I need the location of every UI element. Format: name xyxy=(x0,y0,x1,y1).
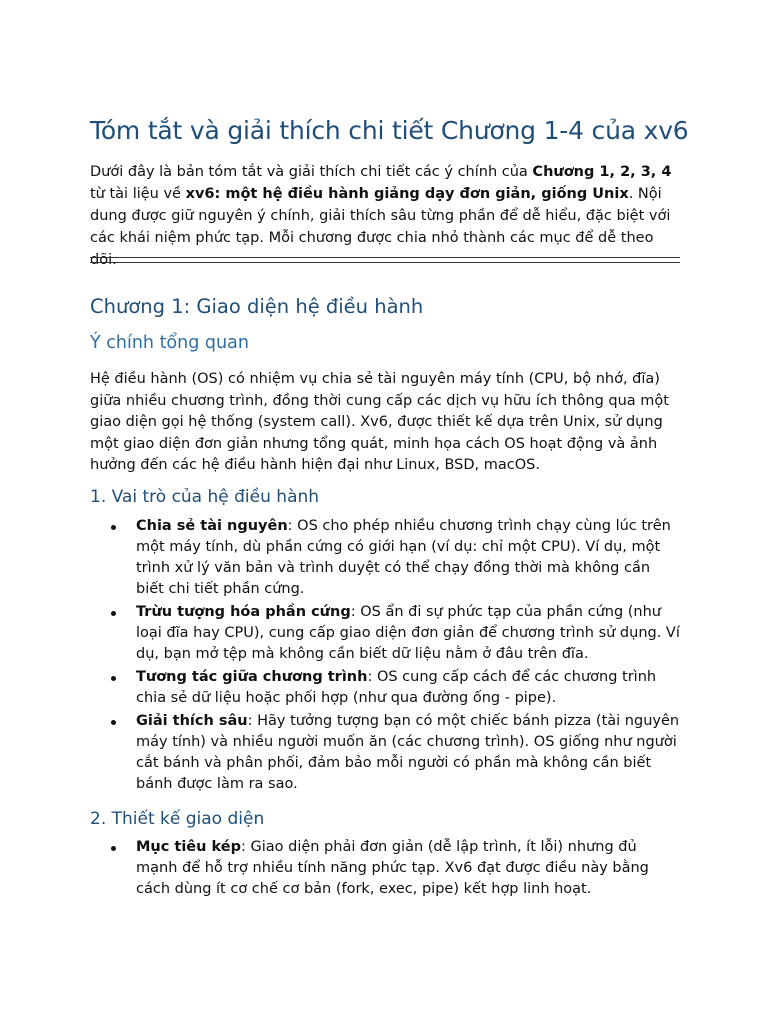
list-item xyxy=(90,516,680,600)
list-item xyxy=(90,711,680,795)
overview-heading: Ý chính tổng quan xyxy=(90,333,249,353)
bullet-icon xyxy=(111,525,116,530)
list-item-text: : OS cho phép nhiều chương trình chạy cùng lúc trên một máy tính, dù phần cứng có giới hạn (ví dụ: chỉ một CPU). Ví dụ, một trình xử lý văn bản và trình duyệt có thể chạy đồng thời mà không cần biết chi tiết phần cứng. xyxy=(136,518,671,597)
list-item-text: : OS ẩn đi sự phức tạp của phần cứng (như loại đĩa hay CPU), cung cấp giao diện đơn giản để chương trình sử dụng. Ví dụ, bạn mở tệp mà không cần biết dữ liệu nằm ở đâu trên đĩa. xyxy=(136,604,680,662)
list-item-term: Chia sẻ tài nguyên xyxy=(136,518,288,534)
list-item xyxy=(90,667,680,709)
intro-bold-chapters: Chương 1, 2, 3, 4 xyxy=(532,164,672,180)
intro-text-2: từ tài liệu về xyxy=(90,186,186,202)
overview-paragraph: Hệ điều hành (OS) có nhiệm vụ chia sẻ tài nguyên máy tính (CPU, bộ nhớ, đĩa) giữa nhiều chương trình, đồng thời cung cấp các dịch vụ hữu ích thông qua một giao diện gọi hệ thống (system call). Xv6, được thiết kế dựa trên Unix, sử dụng một giao diện đơn giản nhưng tổng quát, minh họa cách OS hoạt động và ảnh hưởng đến các hệ điều hành hiện đại như Linux, BSD, macOS. xyxy=(90,371,669,473)
intro-bold-xv6: xv6: một hệ điều hành giảng dạy đơn giản, giống Unix xyxy=(185,186,629,202)
list-item-term: Giải thích sâu xyxy=(136,713,248,729)
bullet-icon xyxy=(111,846,116,851)
intro-text-1: Dưới đây là bản tóm tắt và giải thích chi tiết các ý chính của xyxy=(90,164,533,180)
intro-text-3: . Nội dung được giữ nguyên ý chính, giải thích sâu từng phần để dễ hiểu, đặc biệt với các khái niệm phức tạp. Mỗi chương được chia nhỏ thành các mục để dễ theo dõi. xyxy=(90,186,671,268)
chapter-1-heading: Chương 1: Giao diện hệ điều hành xyxy=(90,295,424,318)
list-item xyxy=(90,837,680,900)
section-divider xyxy=(90,257,680,263)
bullet-icon xyxy=(111,611,116,616)
bullet-icon xyxy=(111,720,116,725)
document-title: Tóm tắt và giải thích chi tiết Chương 1-4 của xv6 xyxy=(90,116,689,145)
list-item xyxy=(90,602,680,665)
section-1-heading: 1. Vai trò của hệ điều hành xyxy=(90,487,320,507)
list-item-text: : OS cung cấp cách để các chương trình chia sẻ dữ liệu hoặc phối hợp (như qua đường ống - pipe). xyxy=(136,669,657,706)
bullet-icon xyxy=(111,676,116,681)
section-1-list xyxy=(90,516,680,797)
section-2-list xyxy=(90,837,680,902)
list-item-term: Tương tác giữa chương trình xyxy=(136,669,368,685)
intro-paragraph xyxy=(90,161,680,271)
section-2-heading: 2. Thiết kế giao diện xyxy=(90,809,265,829)
list-item-text: : Hãy tưởng tượng bạn có một chiếc bánh pizza (tài nguyên máy tính) và nhiều người muốn ăn (các chương trình). OS giống như người cắt bánh và phân phối, đảm bảo mỗi người có phần mà không cần biết bánh được làm ra sao. xyxy=(136,713,680,792)
list-item-term: Trừu tượng hóa phần cứng xyxy=(136,604,351,620)
list-item-term: Mục tiêu kép xyxy=(136,839,241,855)
list-item-text: : Giao diện phải đơn giản (dễ lập trình, ít lỗi) nhưng đủ mạnh để hỗ trợ nhiều tính năng phức tạp. Xv6 đạt được điều này bằng cách dùng ít cơ chế cơ bản (fork, exec, pipe) kết hợp linh hoạt. xyxy=(136,839,649,897)
